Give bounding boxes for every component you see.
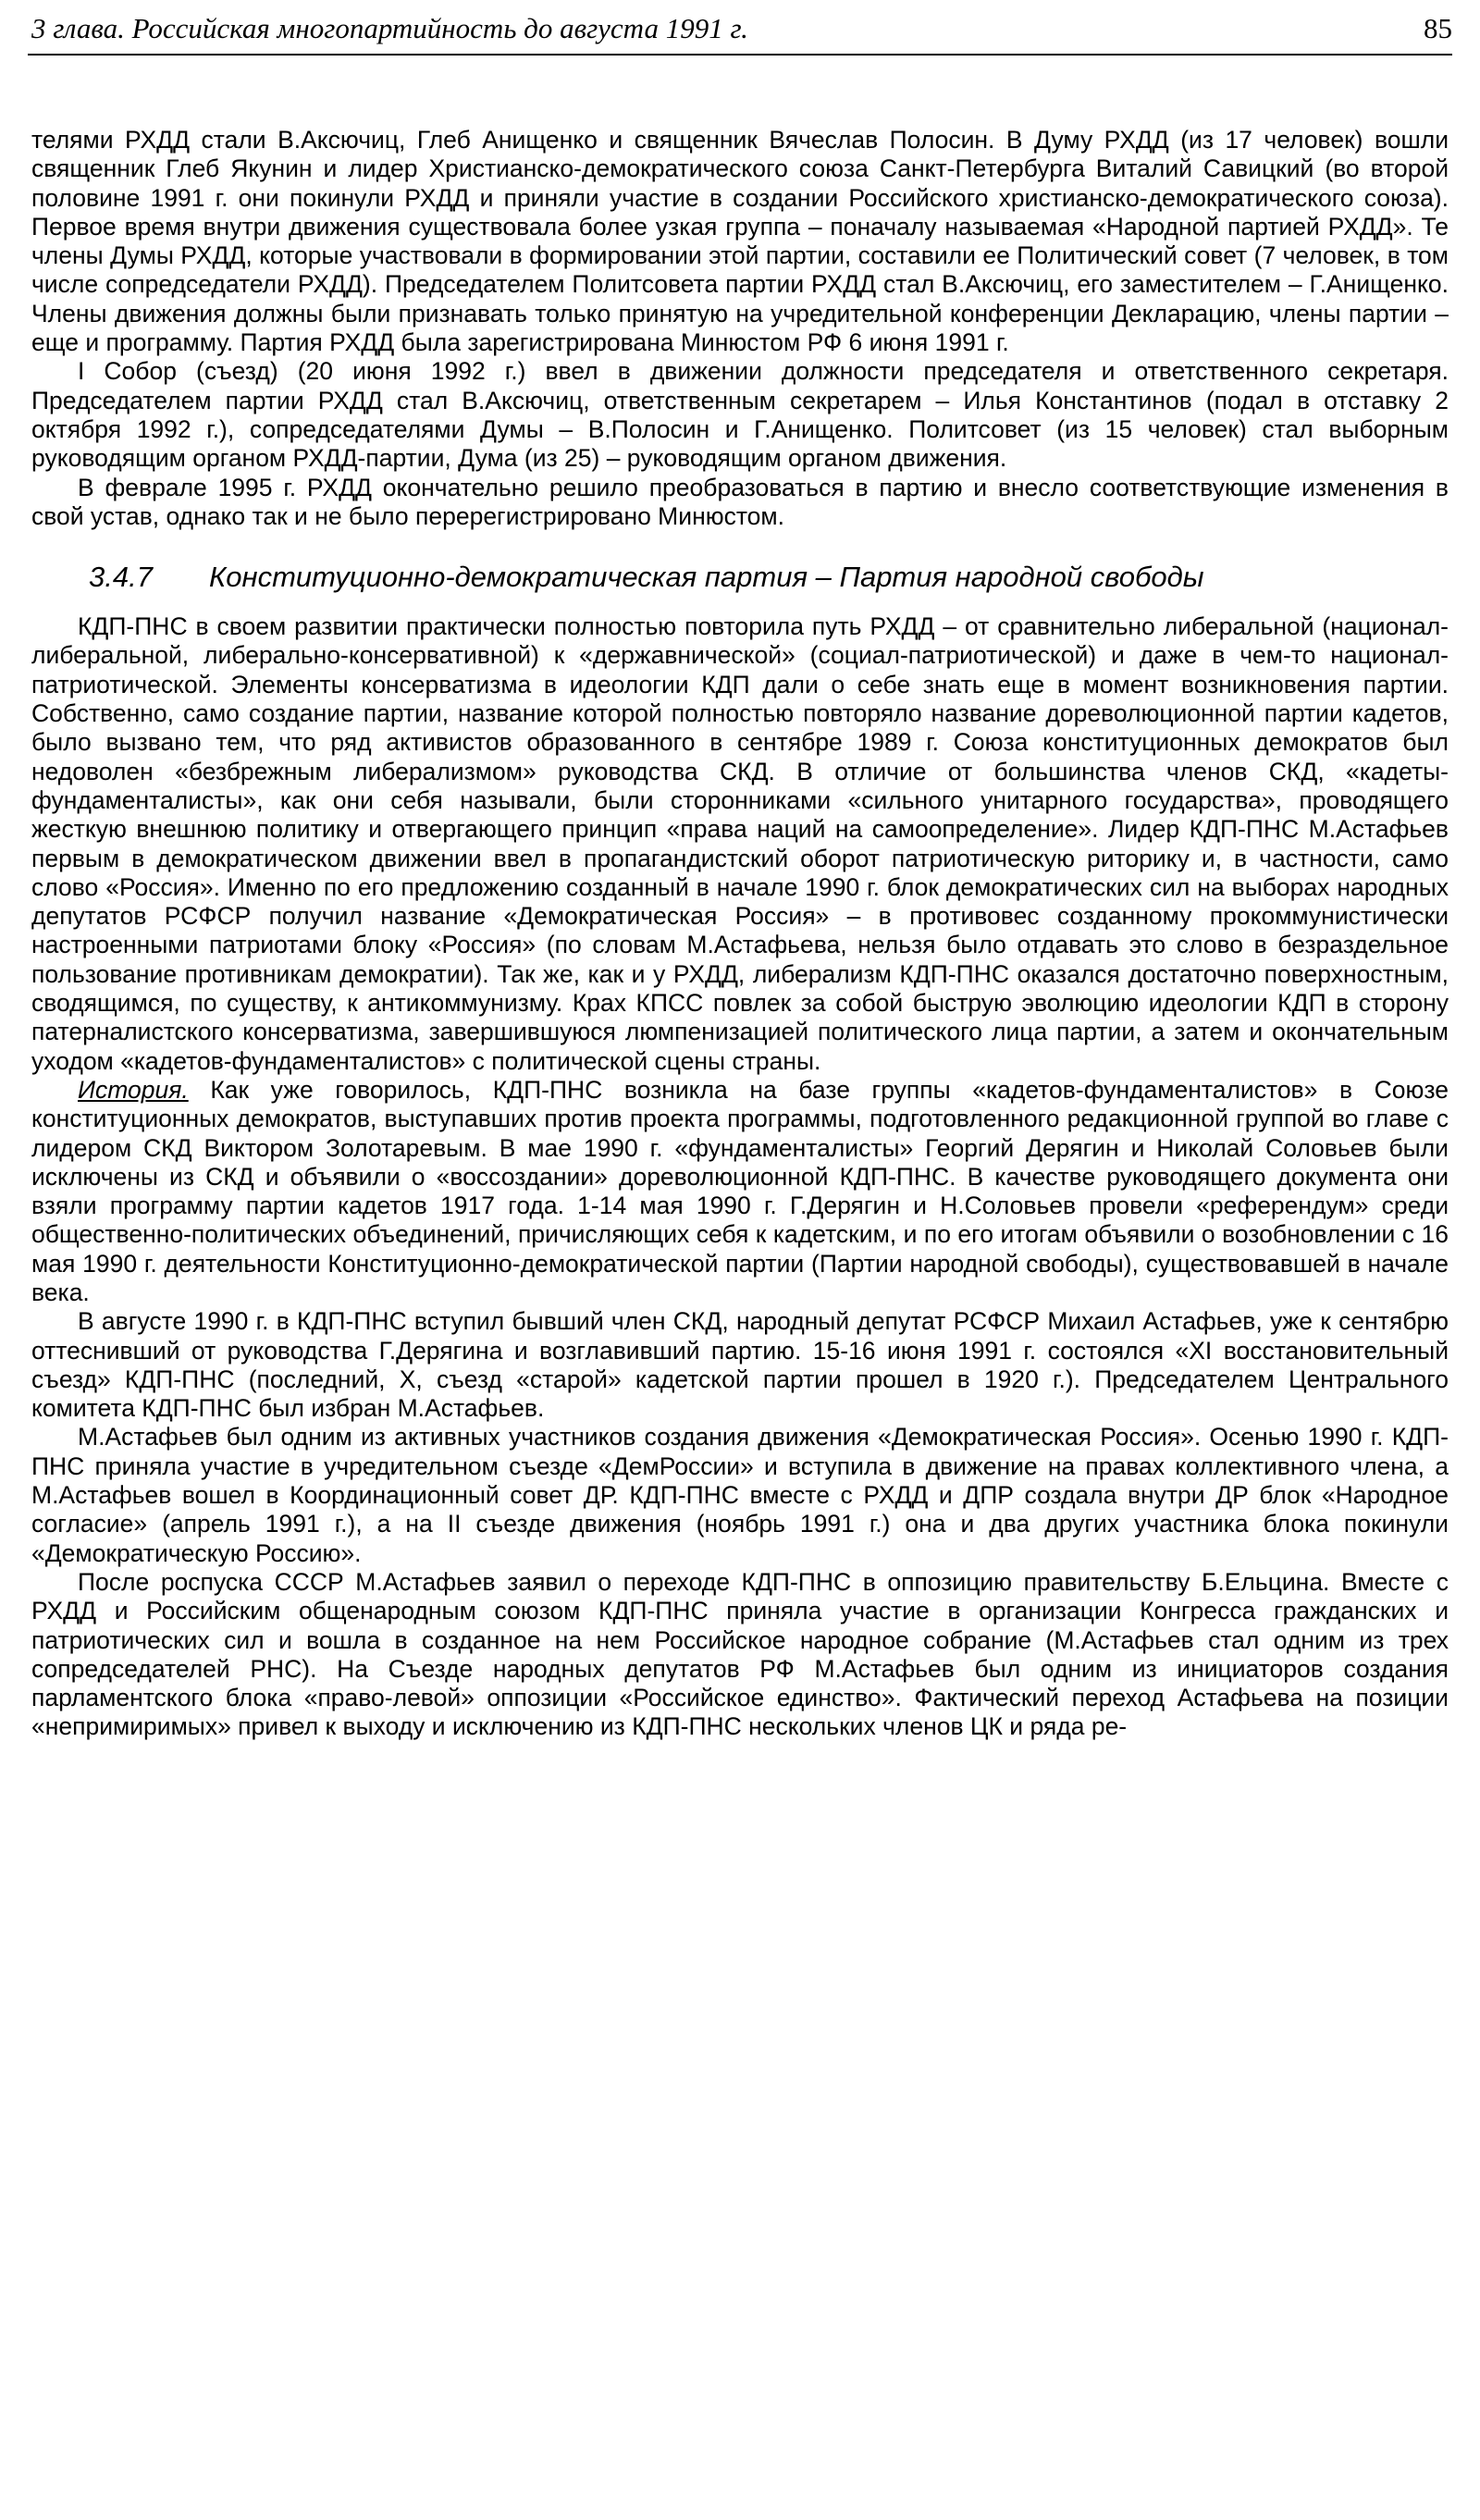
section-heading (31, 559, 1449, 596)
book-page (28, 0, 1452, 2520)
running-header (28, 7, 1452, 56)
paragraph: После роспуска СССР М.Астафьев заявил о переходе КДП-ПНС в оппозицию правительству Б.Ельцина. Вместе с РХДД и Российским общенародным союзом КДП-ПНС приняла участие в организации Конгресса гражданских и патриотических сил и вошла в созданное на нем Российское народное собрание (М.Астафьев стал одним из трех сопредседателей РНС). На Съезде народных депутатов РФ М.Астафьев был одним из инициаторов создания парламентского блока «право-левой» оппозиции «Российское единство». Фактический переход Астафьева на позиции «непримиримых» привел к выходу и исключению из КДП-ПНС нескольких членов ЦК и ряда ре- (31, 1567, 1449, 1741)
paragraph: В августе 1990 г. в КДП-ПНС вступил бывший член СКД, народный депутат РСФСР Михаил Астафьев, уже к сентябрю оттеснивший от руководства Г.Дерягина и возглавивший партию. 15-16 июня 1991 г. состоялся «XI восстановительный съезд» КДП-ПНС (последний, X, съезд «старой» кадетской партии прошел в 1920 г.). Председателем Центрального комитета КДП-ПНС был избран М.Астафьев. (31, 1307, 1449, 1423)
body-text (31, 126, 1449, 1742)
history-label: История. (78, 1075, 189, 1104)
section-title: Конституционно-демократическая партия – Партия народной свободы (209, 561, 1204, 594)
paragraph: В феврале 1995 г. РХДД окончательно решило преобразоваться в партию и внесло соответствующие изменения в свой устав, однако так и не было перерегистрировано Минюстом. (31, 473, 1449, 530)
paragraph: I Собор (съезд) (20 июня 1992 г.) ввел в движении должности председателя и ответственного секретаря. Председателем партии РХДД стал В.Аксючиц, ответственным секретарем – Илья Константинов (подал в отставку 2 октября 1992 г.), сопредседателями Думы – В.Полосин и Г.Анищенко. Политсовет (из 15 человек) стал выборным руководящим органом РХДД-партии, Дума (из 25) – руководящим органом движения. (31, 357, 1449, 473)
history-paragraph (31, 1076, 1449, 1307)
section-number: 3.4.7 (89, 561, 153, 594)
page-number: 85 (1424, 12, 1452, 44)
paragraph: М.Астафьев был одним из активных участников создания движения «Демократическая Россия». Осенью 1990 г. КДП-ПНС приняла участие в учредительном съезде «ДемРоссии» и вступила в движение на правах коллективного члена, а М.Астафьев вошел в Координационный совет ДР. КДП-ПНС вместе с РХДД и ДПР создала внутри ДР блок «Народное согласие» (апрель 1991 г.), а на II съезде движения (ноябрь 1991 г.) она и два других участника блока покинули «Демократическую Россию». (31, 1423, 1449, 1567)
history-text: Как уже говорилось, КДП-ПНС возникла на базе группы «кадетов-фундаменталистов» в Союзе конституционных демократов, выступавших против проекта программы, подготовленного редакционной группой во главе с лидером СКД Виктором Золотаревым. В мае 1990 г. «фундаменталисты» Георгий Дерягин и Николай Соловьев были исключены из СКД и объявили о «воссоздании» дореволюционной КДП-ПНС. В качестве руководящего документа они взяли программу партии кадетов 1917 года. 1-14 мая 1990 г. Г.Дерягин и Н.Соловьев провели «референдум» среди общественно-политических объединений, причисляющих себя к кадетским, и по его итогам объявили о возобновлении с 16 мая 1990 г. деятельности Конституционно-демократической партии (Партии народной свободы), существовавшей в начале века. (31, 1075, 1449, 1306)
paragraph: телями РХДД стали В.Аксючиц, Глеб Анищенко и священник Вячеслав Полосин. В Думу РХДД (из 17 человек) вошли священник Глеб Якунин и лидер Христианско-демократического союза Санкт-Петербурга Виталий Савицкий (во второй половине 1991 г. они покинули РХДД и приняли участие в создании Российского христианско-демократического союза). Первое время внутри движения существовала более узкая группа – поначалу называемая «Народной партией РХДД». Те члены Думы РХДД, которые участвовали в формировании этой партии, составили ее Политический совет (7 человек, в том числе сопредседатели РХДД). Председателем Политсовета партии РХДД стал В.Аксючиц, его заместителем – Г.Анищенко. Члены движения должны были признавать только принятую на учредительной конференции Декларацию, члены партии – еще и программу. Партия РХДД была зарегистрирована Минюстом РФ 6 июня 1991 г. (31, 126, 1449, 357)
paragraph: КДП-ПНС в своем развитии практически полностью повторила путь РХДД – от сравнительно либеральной (национал-либеральной, либерально-консервативной) к «державнической» (социал-патриотической) и даже в чем-то национал-патриотической. Элементы консерватизма в идеологии КДП дали о себе знать еще в момент возникновения партии. Собственно, само создание партии, название которой полностью повторяло название дореволюционной партии кадетов, было вызвано тем, что ряд активистов образованного в сентябре 1989 г. Союза конституционных демократов был недоволен «безбрежным либерализмом» руководства СКД. В отличие от большинства членов СКД, «кадеты-фундаменталисты», как они себя называли, были сторонниками «сильного унитарного государства», проводящего жесткую внешнюю политику и отвергающего принцип «права наций на самоопределение». Лидер КДП-ПНС М.Астафьев первым в демократическом движении ввел в пропагандистский оборот патриотическую риторику и, в частности, само слово «Россия». Именно по его предложению созданный в начале 1990 г. блок демократических сил на выборах народных депутатов РСФСР получил название «Демократическая Россия» – в противовес созданному прокоммунистически настроенными патриотами блоку «Россия» (по словам М.Астафьева, нельзя было отдавать это слово в безраздельное пользование противникам демократии). Так же, как и у РХДД, либерализм КДП-ПНС оказался достаточно поверхностным, сводящимся, по существу, к антикоммунизму. Крах КПСС повлек за собой быструю эволюцию идеологии КДП в сторону патерналистского консерватизма, завершившуюся люмпенизацией политического лица партии, а затем и окончательным уходом «кадетов-фундаменталистов» с политической сцены страны. (31, 612, 1449, 1075)
chapter-title: 3 глава. Российская многопартийность до августа 1991 г. (31, 12, 748, 44)
